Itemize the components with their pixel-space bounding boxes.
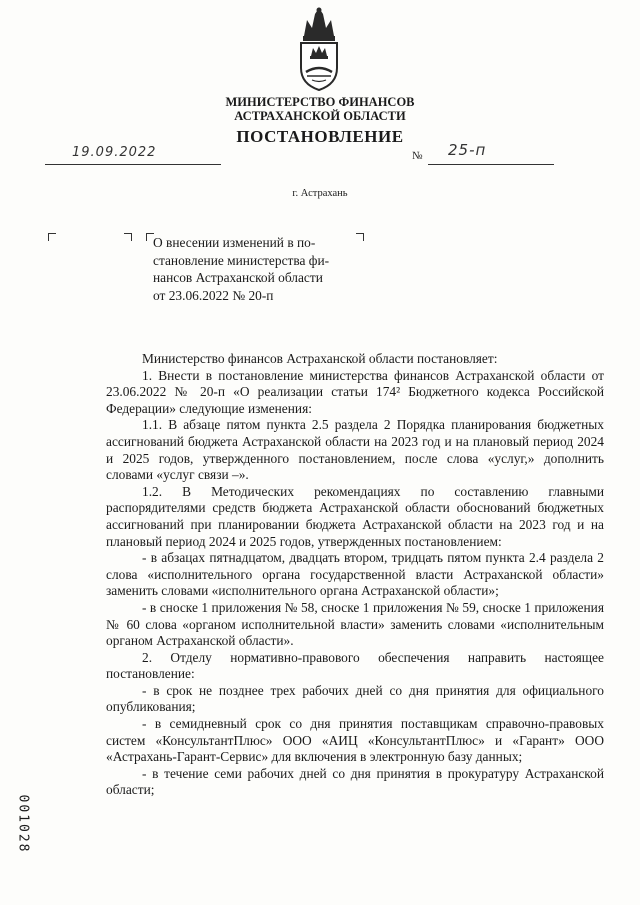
subject-line: от 23.06.2022 № 20-п bbox=[153, 287, 274, 303]
corner-mark bbox=[48, 233, 56, 241]
body-paragraph: - в течение семи рабочих дней со дня принятия в прокуратуру Астраханской области; bbox=[106, 765, 604, 798]
ministry-name: МИНИСТЕРСТВО ФИНАНСОВ bbox=[225, 95, 415, 109]
body-paragraph: Министерство финансов Астраханской области постановляет: bbox=[142, 351, 498, 366]
body-paragraph: - в срок не позднее трех рабочих дней со дня принятия для официального опубликования; bbox=[106, 682, 604, 715]
body-paragraph: 2. Отделу нормативно-правового обеспечения направить настоящее постановление: bbox=[106, 649, 604, 682]
document-type: ПОСТАНОВЛЕНИЕ bbox=[236, 127, 404, 146]
number-underline bbox=[428, 146, 554, 165]
body-paragraph: 1.2. В Методических рекомендациях по составлению главными распорядителями средств бюджета Астраханской области обоснований бюджетных ассигнований при планировании бюджета Астраханской области на 2023 год и на плановый период 2024 и 2025 годов, утвержденных постановлением: bbox=[106, 483, 604, 549]
document-date: 19.09.2022 bbox=[72, 145, 157, 160]
body-paragraph: 1. Внести в постановление министерства финансов Астраханской области от 23.06.2022 № 20-п «О реализации статьи 174² Бюджетного кодекса Российской Федерации» следующие изменения: bbox=[106, 367, 604, 416]
document-subject bbox=[153, 234, 359, 304]
body-paragraph: - в абзацах пятнадцатом, двадцать втором, тридцать пятом пункта 2.4 раздела 2 слова «исполнительного органа государственной власти Астраханской области» заменить словами «исполнительного органа Астраханской области»; bbox=[106, 550, 604, 599]
body-paragraph: - в сноске 1 приложения № 58, сноске 1 приложения № 59, сноске 1 приложения № 60 слова «органом исполнительной власти» заменить словами «исполнительным органом Астраханской области». bbox=[106, 599, 604, 649]
city: г. Астрахань bbox=[292, 188, 348, 199]
subject-line: становление министерства фи- bbox=[153, 252, 330, 268]
number-label: № bbox=[412, 150, 423, 162]
body-paragraph: 1.1. В абзаце пятом пункта 2.5 раздела 2 Порядка планирования бюджетных ассигнований бюджета Астраханской области на 2023 год и на плановый период 2024 и 2025 годов, утвержденного постановлением, после слова «услуг,» дополнить словами «услуг связи –». bbox=[106, 417, 604, 483]
document-number: 25-п bbox=[448, 141, 487, 159]
subject-line: О внесении изменений в по- bbox=[153, 235, 316, 250]
corner-mark bbox=[124, 233, 132, 241]
serial-stamp bbox=[6, 788, 40, 860]
serial-number: 001028 bbox=[15, 794, 31, 854]
region-name: АСТРАХАНСКОЙ ОБЛАСТИ bbox=[234, 109, 406, 123]
document-body bbox=[106, 351, 604, 799]
body-paragraph: - в семидневный срок со дня принятия поставщикам справочно-правовых систем «КонсультантПлюс» ООО «АИЦ «КонсультантПлюс» и «Гарант» ООО «Астрахань-Гарант-Сервис» для включения в электронную базу данных; bbox=[106, 716, 604, 765]
coat-of-arms-icon bbox=[294, 6, 344, 92]
subject-line: нансов Астраханской области bbox=[153, 270, 323, 285]
